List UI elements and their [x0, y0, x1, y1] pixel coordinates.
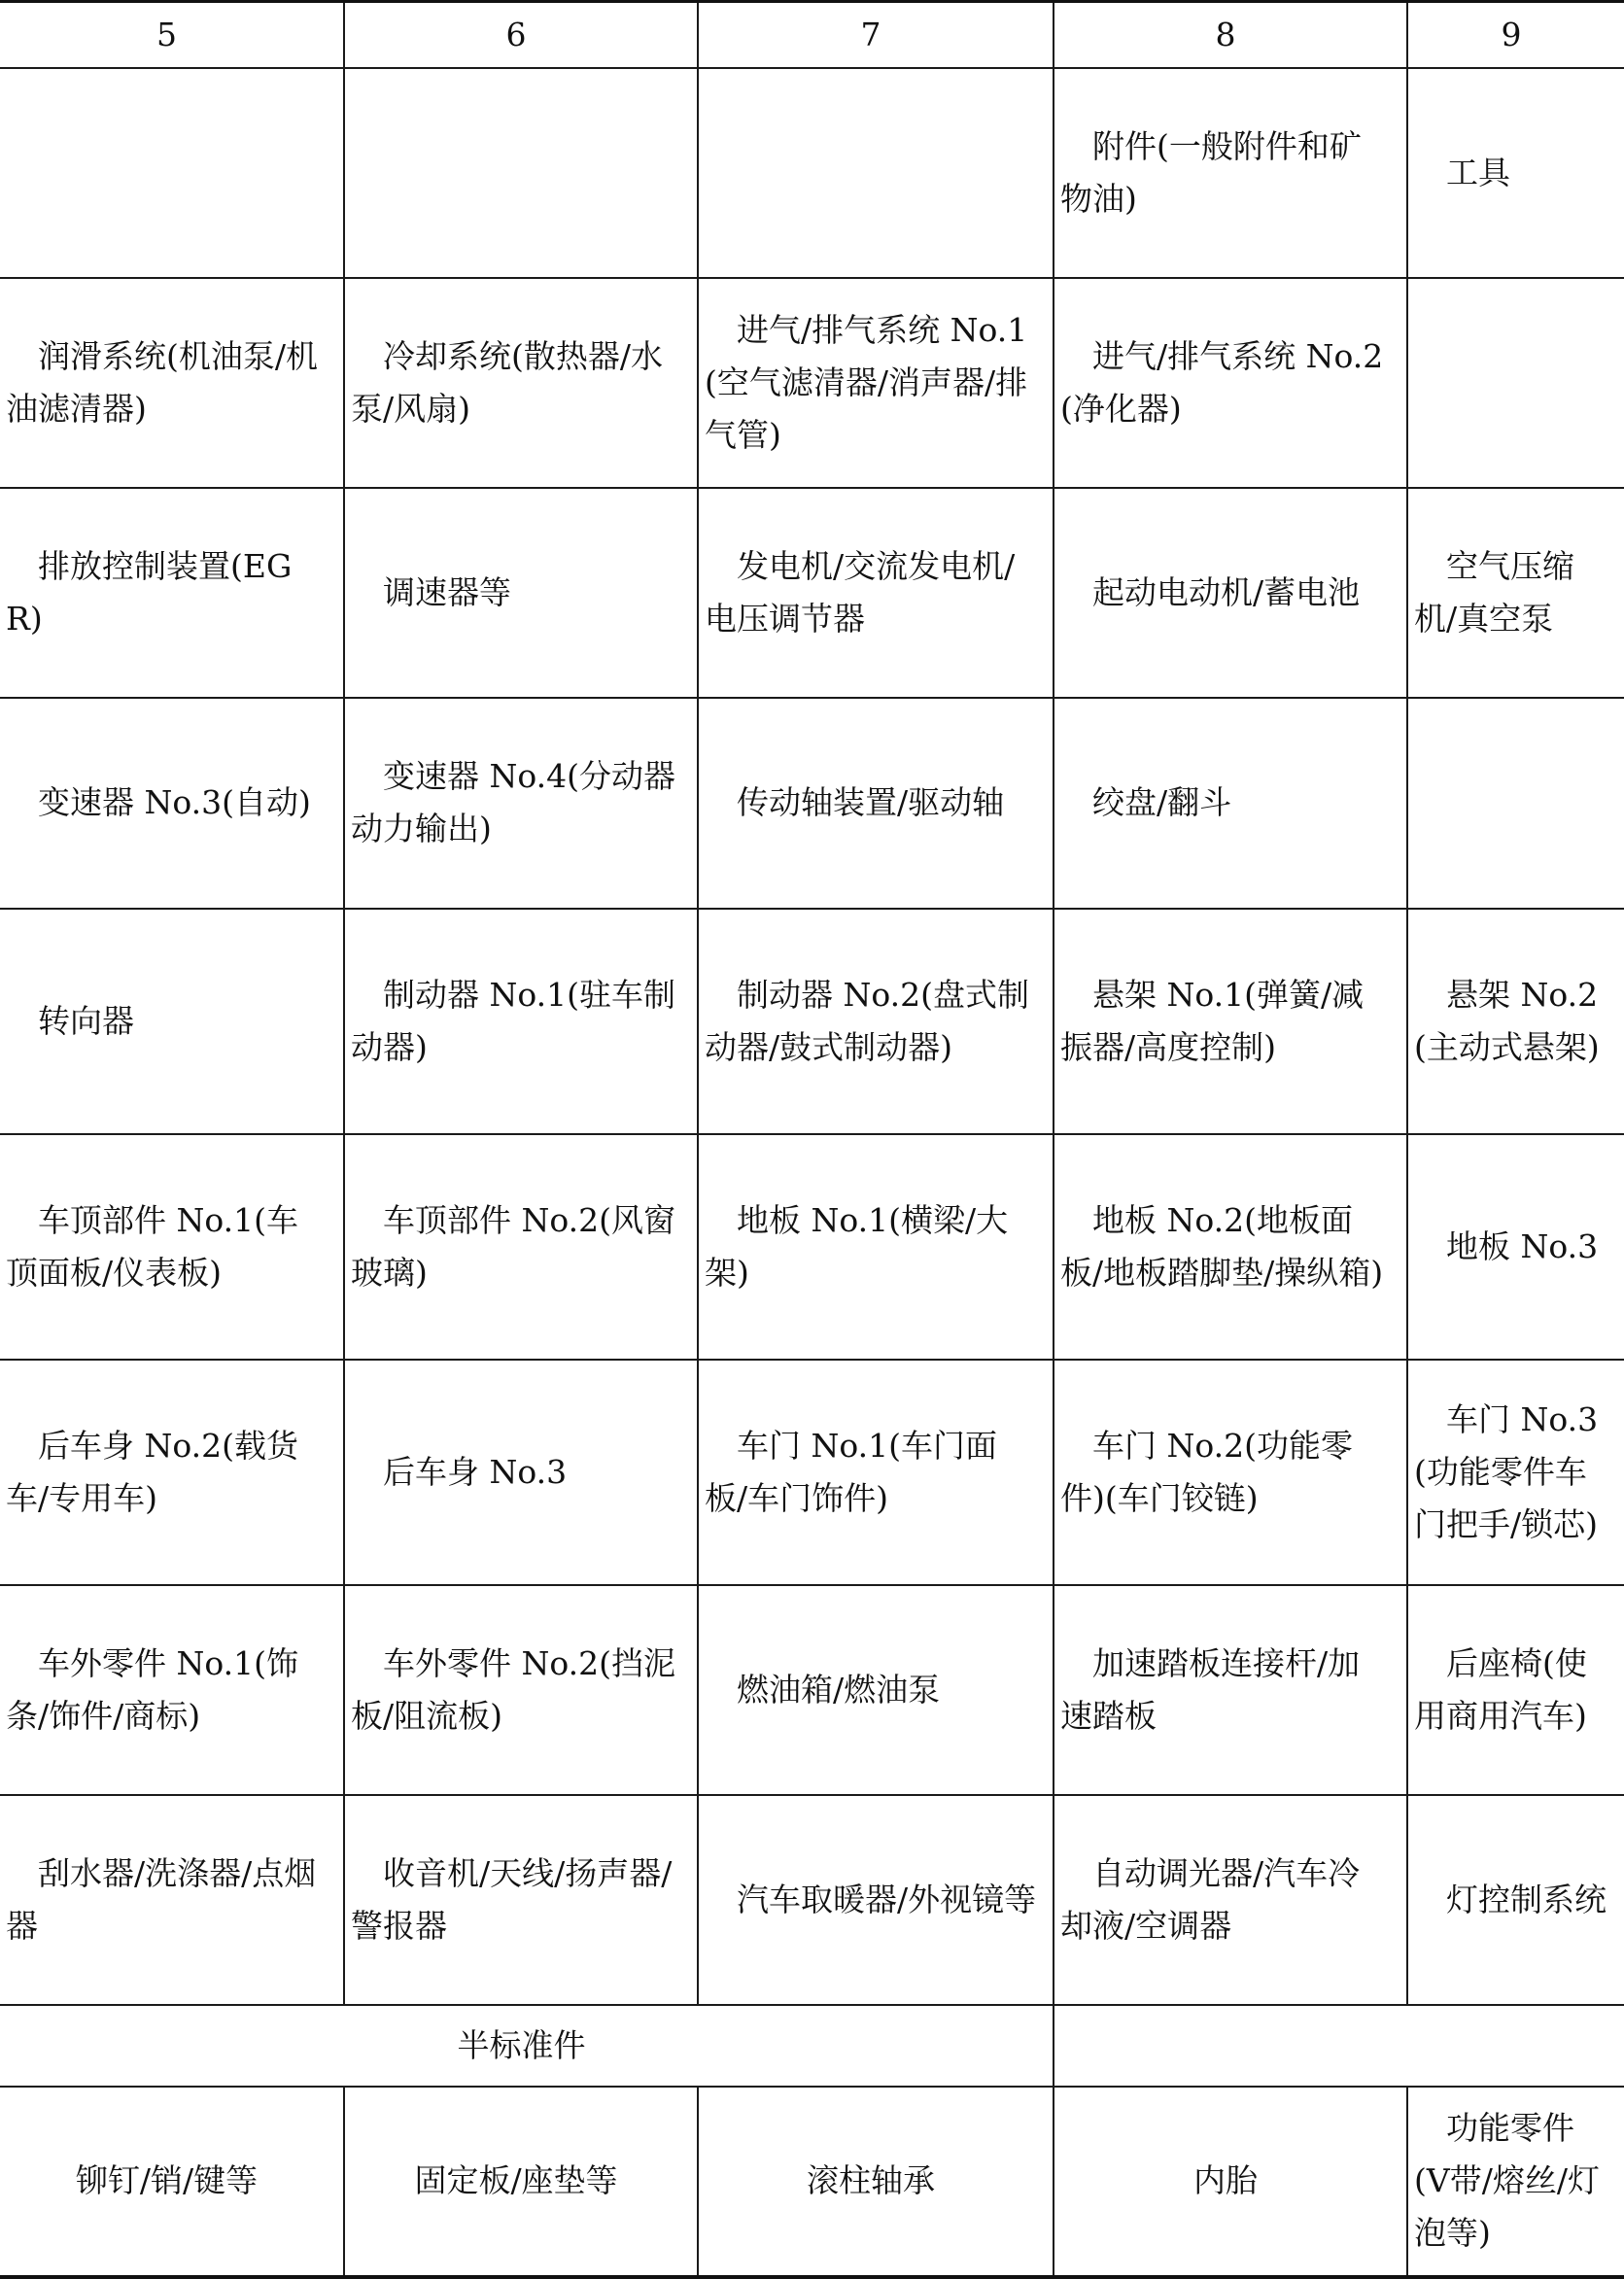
table-cell: 传动轴装置/驱动轴: [698, 698, 1054, 909]
table-row: [0, 488, 1624, 698]
table-cell: 收音机/天线/扬声器/警报器: [344, 1795, 698, 2005]
table-cell: 地板 No.2(地板面板/地板踏脚垫/操纵箱): [1054, 1134, 1407, 1360]
table-cell: 灯控制系统: [1407, 1795, 1624, 2005]
table-cell: 变速器 No.4(分动器动力输出): [344, 698, 698, 909]
table-row: [0, 1585, 1624, 1795]
table-cell: [698, 68, 1054, 278]
table-cell: 内胎: [1054, 2087, 1407, 2277]
table-cell: 车门 No.1(车门面板/车门饰件): [698, 1360, 1054, 1585]
table-row: [0, 68, 1624, 278]
table-row: [0, 698, 1624, 909]
column-header: 6: [344, 2, 698, 68]
column-header: 7: [698, 2, 1054, 68]
table-cell: 自动调光器/汽车冷却液/空调器: [1054, 1795, 1407, 2005]
table-cell: 制动器 No.1(驻车制动器): [344, 909, 698, 1134]
table-cell: 车外零件 No.1(饰条/饰件/商标): [0, 1585, 344, 1795]
table-cell: 燃油箱/燃油泵: [698, 1585, 1054, 1795]
table-row: [0, 909, 1624, 1134]
table-cell: [1407, 278, 1624, 488]
table-cell: 发电机/交流发电机/电压调节器: [698, 488, 1054, 698]
table-cell: 空气压缩机/真空泵: [1407, 488, 1624, 698]
column-header: 9: [1407, 2, 1624, 68]
table-cell: 汽车取暖器/外视镜等: [698, 1795, 1054, 2005]
table-row: [0, 1795, 1624, 2005]
table-cell: 悬架 No.1(弹簧/减振器/高度控制): [1054, 909, 1407, 1134]
header-row: [0, 2, 1624, 68]
table-cell: 进气/排气系统 No.2(净化器): [1054, 278, 1407, 488]
table-cell: 绞盘/翻斗: [1054, 698, 1407, 909]
table-cell: 制动器 No.2(盘式制动器/鼓式制动器): [698, 909, 1054, 1134]
table-cell: 车顶部件 No.2(风窗玻璃): [344, 1134, 698, 1360]
column-header: 8: [1054, 2, 1407, 68]
table-row: [0, 2087, 1624, 2277]
table-cell: 地板 No.1(横梁/大架): [698, 1134, 1054, 1360]
table-cell: 加速踏板连接杆/加速踏板: [1054, 1585, 1407, 1795]
table-cell: [0, 68, 344, 278]
table-cell: 后车身 No.3: [344, 1360, 698, 1585]
table-cell: 铆钉/销/键等: [0, 2087, 344, 2277]
semi-standard-row: [0, 2005, 1624, 2087]
column-header: 5: [0, 2, 344, 68]
table-row: [0, 1134, 1624, 1360]
table-cell: 起动电动机/蓄电池: [1054, 488, 1407, 698]
table-cell: 悬架 No.2(主动式悬架): [1407, 909, 1624, 1134]
table-cell: 功能零件(V带/熔丝/灯泡等): [1407, 2087, 1624, 2277]
table-cell: 车外零件 No.2(挡泥板/阻流板): [344, 1585, 698, 1795]
table-cell: 工具: [1407, 68, 1624, 278]
table-cell: 车门 No.3(功能零件车门把手/锁芯): [1407, 1360, 1624, 1585]
table-cell: 冷却系统(散热器/水泵/风扇): [344, 278, 698, 488]
table-cell: 后车身 No.2(载货车/专用车): [0, 1360, 344, 1585]
table-cell: 变速器 No.3(自动): [0, 698, 344, 909]
table-cell: 转向器: [0, 909, 344, 1134]
table-cell: 进气/排气系统 No.1(空气滤清器/消声器/排气管): [698, 278, 1054, 488]
semi-standard-label: 半标准件: [0, 2005, 1054, 2087]
table-cell: 固定板/座垫等: [344, 2087, 698, 2277]
table-cell: 排放控制装置(EGR): [0, 488, 344, 698]
table-cell: 刮水器/洗涤器/点烟器: [0, 1795, 344, 2005]
table-cell: 滚柱轴承: [698, 2087, 1054, 2277]
table-row: [0, 1360, 1624, 1585]
table-cell: 车门 No.2(功能零件)(车门铰链): [1054, 1360, 1407, 1585]
table-cell: 附件(一般附件和矿物油): [1054, 68, 1407, 278]
table-cell: [1054, 2005, 1624, 2087]
table-cell: [1407, 698, 1624, 909]
table-cell: [344, 68, 698, 278]
table-cell: 润滑系统(机油泵/机油滤清器): [0, 278, 344, 488]
table-cell: 调速器等: [344, 488, 698, 698]
table-row: [0, 278, 1624, 488]
table-cell: 地板 No.3: [1407, 1134, 1624, 1360]
table-cell: 车顶部件 No.1(车顶面板/仪表板): [0, 1134, 344, 1360]
table-cell: 后座椅(使用商用汽车): [1407, 1585, 1624, 1795]
